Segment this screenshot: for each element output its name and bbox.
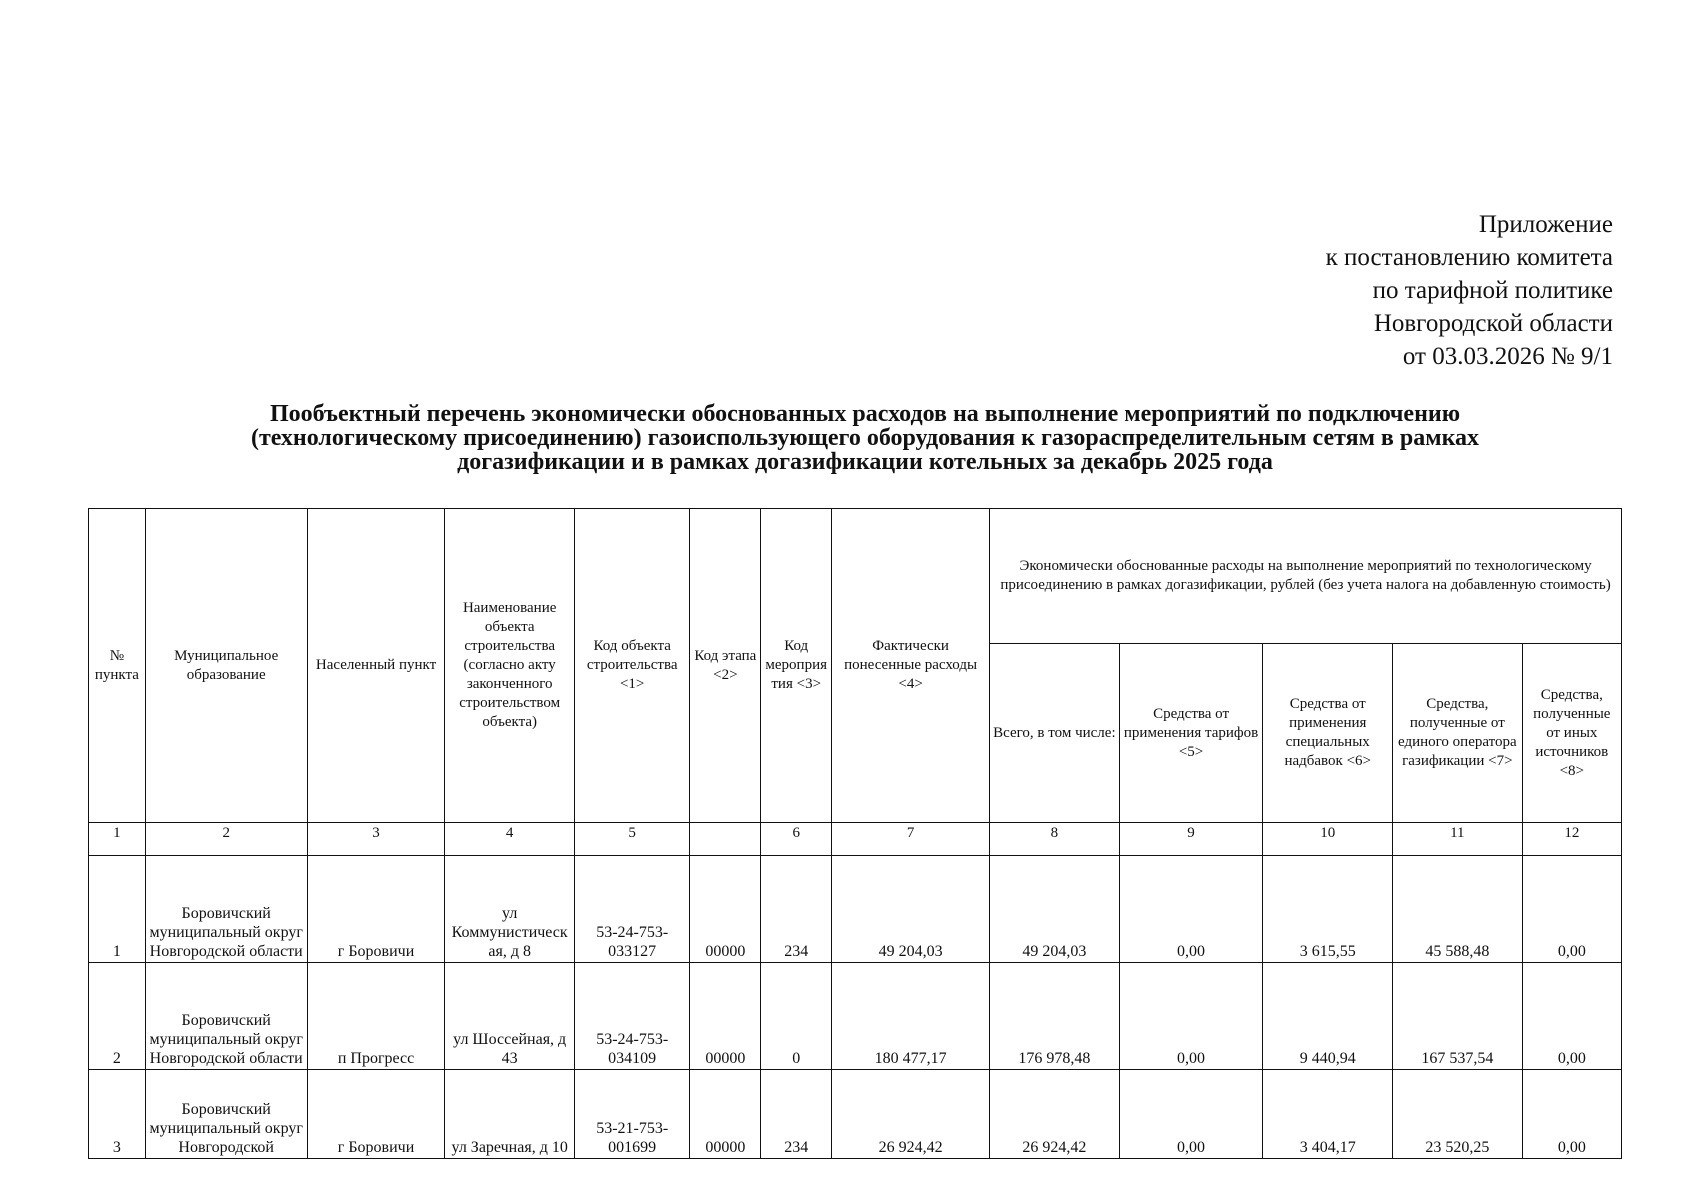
header-object-code: Код объекта строительства <1> <box>574 509 689 823</box>
column-number: 2 <box>145 823 307 856</box>
header-special-surcharges: Средства от применения специальных надбавок <6> <box>1263 644 1393 823</box>
appendix-block <box>1326 208 1613 373</box>
cell-object-code: 53-24-753-033127 <box>574 856 689 963</box>
cell-total: 176 978,48 <box>990 963 1120 1070</box>
cell-municipality: Боровичский муниципальный округ Новгородской области <box>145 963 307 1070</box>
cell-gas-operator: 45 588,48 <box>1393 856 1523 963</box>
cell-locality: п Прогресс <box>307 963 445 1070</box>
column-numbers-row <box>89 823 1622 856</box>
cell-actual-expenses: 180 477,17 <box>832 963 990 1070</box>
header-economic-group: Экономически обоснованные расходы на выполнение мероприятий по технологическому присоединению в рамках догазификации, рублей (без учета налога на добавленную стоимость) <box>990 509 1622 644</box>
cell-tariffs: 0,00 <box>1119 1070 1263 1159</box>
cell-number: 3 <box>89 1070 146 1159</box>
appendix-line: Приложение <box>1478 211 1613 238</box>
cell-municipality: Боровичский муниципальный округ Новгородской области <box>145 856 307 963</box>
cell-special-surcharges: 9 440,94 <box>1263 963 1393 1070</box>
cell-object-code: 53-21-753-001699 <box>574 1070 689 1159</box>
cell-object-name: ул Заречная, д 10 <box>445 1070 575 1159</box>
document-title <box>110 402 1620 474</box>
cell-number: 2 <box>89 963 146 1070</box>
header-total: Всего, в том числе: <box>990 644 1120 823</box>
column-number: 8 <box>990 823 1120 856</box>
cell-locality: г Боровичи <box>307 1070 445 1159</box>
cell-object-name: ул Шоссейная, д 43 <box>445 963 575 1070</box>
cell-other-sources: 0,00 <box>1522 1070 1621 1159</box>
cell-municipality: Боровичский муниципальный округ Новгородской <box>145 1070 307 1159</box>
cell-stage-code: 00000 <box>690 1070 761 1159</box>
column-number: 11 <box>1393 823 1523 856</box>
cell-other-sources: 0,00 <box>1522 963 1621 1070</box>
header-stage-code: Код этапа <2> <box>690 509 761 823</box>
cell-stage-code: 00000 <box>690 856 761 963</box>
cell-locality: г Боровичи <box>307 856 445 963</box>
column-number: 3 <box>307 823 445 856</box>
header-tariffs: Средства от применения тарифов <5> <box>1119 644 1263 823</box>
cell-gas-operator: 23 520,25 <box>1393 1070 1523 1159</box>
cell-event-code: 234 <box>761 856 832 963</box>
header-municipality: Муниципальное образование <box>145 509 307 823</box>
header-gas-operator: Средства, полученные от единого оператора газификации <7> <box>1393 644 1523 823</box>
appendix-line: по тарифной политике <box>1372 277 1613 304</box>
appendix-line: от 03.03.2026 № 9/1 <box>1402 343 1613 370</box>
cell-event-code: 0 <box>761 963 832 1070</box>
header-event-code: Код мероприятия <3> <box>761 509 832 823</box>
cell-actual-expenses: 26 924,42 <box>832 1070 990 1159</box>
header-row-1 <box>89 509 1622 644</box>
header-object-name: Наименование объекта строительства (согласно акту законченного строительством объекта) <box>445 509 575 823</box>
cell-tariffs: 0,00 <box>1119 963 1263 1070</box>
column-number: 6 <box>761 823 832 856</box>
expenses-table <box>88 508 1622 1159</box>
cell-tariffs: 0,00 <box>1119 856 1263 963</box>
column-number: 12 <box>1522 823 1621 856</box>
cell-object-name: ул Коммунистическая, д 8 <box>445 856 575 963</box>
cell-number: 1 <box>89 856 146 963</box>
table-row <box>89 856 1622 963</box>
column-number: 5 <box>574 823 689 856</box>
table-row <box>89 963 1622 1070</box>
appendix-line: к постановлению комитета <box>1325 244 1613 271</box>
cell-object-code: 53-24-753-034109 <box>574 963 689 1070</box>
cell-other-sources: 0,00 <box>1522 856 1621 963</box>
column-number: 9 <box>1119 823 1263 856</box>
column-number <box>690 823 761 856</box>
header-locality: Населенный пункт <box>307 509 445 823</box>
column-number: 1 <box>89 823 146 856</box>
appendix-line: Новгородской области <box>1373 310 1613 337</box>
cell-total: 49 204,03 <box>990 856 1120 963</box>
title-line: Пообъектный перечень экономически обоснованных расходов на выполнение мероприятий по подключению <box>269 401 1461 427</box>
header-other-sources: Средства, полученные от иных источников <8> <box>1522 644 1621 823</box>
cell-actual-expenses: 49 204,03 <box>832 856 990 963</box>
column-number: 10 <box>1263 823 1393 856</box>
cell-gas-operator: 167 537,54 <box>1393 963 1523 1070</box>
table-row <box>89 1070 1622 1159</box>
cell-special-surcharges: 3 404,17 <box>1263 1070 1393 1159</box>
cell-event-code: 234 <box>761 1070 832 1159</box>
header-number: № пункта <box>89 509 146 823</box>
column-number: 7 <box>832 823 990 856</box>
title-line: (технологическому присоединению) газоиспользующего оборудования к газораспределительным сетям в рамках <box>250 425 1480 451</box>
cell-total: 26 924,42 <box>990 1070 1120 1159</box>
column-number: 4 <box>445 823 575 856</box>
cell-special-surcharges: 3 615,55 <box>1263 856 1393 963</box>
header-actual-expenses: Фактически понесенные расходы <4> <box>832 509 990 823</box>
cell-stage-code: 00000 <box>690 963 761 1070</box>
title-line: догазификации и в рамках догазификации котельных за декабрь 2025 года <box>457 449 1273 475</box>
